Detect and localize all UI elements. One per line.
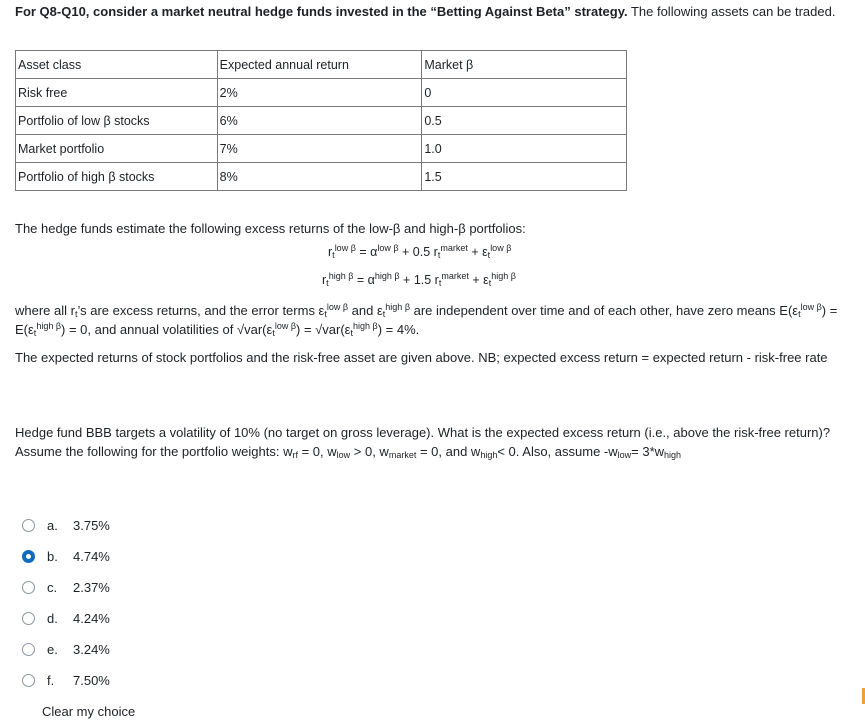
table-cell: 0 (422, 79, 627, 107)
table-cell: Risk free (16, 79, 218, 107)
option-letter: e. (47, 642, 58, 657)
table-cell: 6% (217, 107, 422, 135)
table-row (16, 107, 627, 135)
option-value[interactable]: 4.24% (73, 611, 110, 626)
table-cell: 1.0 (422, 135, 627, 163)
table-cell: 7% (217, 135, 422, 163)
option-b[interactable] (22, 541, 110, 572)
estimate-text: The hedge funds estimate the following excess returns of the low-β and high-β portfolios: (15, 221, 526, 236)
where-text: where all $r_t’s$ are excess returns, and the error terms $\varepsilon_t^{low \beta}$ and $\varepsilon_t^{high \beta}$ are independent over time and of each other, have zero means $E(\varepsilon_t^{low \beta}) = E(\varepsilon_t^{high \beta}) = 0$, and annual volatilities of $√var(\varepsilon_t^{low \beta}) = √var(\varepsilon_t^{high \beta}) = 4\%$. (15, 302, 838, 338)
table-cell: Portfolio of low β stocks (16, 107, 218, 135)
radio-button[interactable] (22, 674, 35, 687)
table-header: Market β (422, 51, 627, 79)
equation-high-beta: $r_t^{high \beta} = \alpha^{high \beta} + 1.5$ $r_t^{market} + \varepsilon_t^{high \beta}$ (322, 271, 516, 288)
option-a[interactable] (22, 510, 110, 541)
table-cell: 1.5 (422, 163, 627, 191)
option-d[interactable] (22, 603, 110, 634)
assets-table (15, 50, 627, 191)
radio-button[interactable] (22, 612, 35, 625)
option-value[interactable]: 4.74% (73, 549, 110, 564)
option-c[interactable] (22, 572, 110, 603)
radio-button[interactable] (22, 643, 35, 656)
table-cell: Market portfolio (16, 135, 218, 163)
radio-button-selected[interactable] (22, 550, 35, 563)
intro-rest: The following assets can be traded. (627, 4, 836, 19)
option-value[interactable]: 2.37% (73, 580, 110, 595)
table-cell: 0.5 (422, 107, 627, 135)
option-letter: d. (47, 611, 58, 626)
question-intro (15, 2, 855, 21)
option-e[interactable] (22, 634, 110, 665)
clear-choice-link[interactable]: Clear my choice (42, 704, 136, 719)
answer-options (22, 510, 110, 696)
table-row (16, 135, 627, 163)
question-text: Hedge fund BBB targets a volatility of 10% (no target on gross leverage). What is the expected excess return (i.e., above the risk-free return)? Assume the following for the portfolio weights: $w_{rf} = 0$, $w_{low} > 0$, $w_{market} = 0$, and $w_{high}< 0$. Also, assume $-w_{low}= 3*w_{high}$ (15, 425, 831, 460)
table-row (16, 79, 627, 107)
intro-bold: For Q8-Q10, consider a market neutral hedge funds invested in the “Betting Against Beta” strategy. (15, 4, 628, 19)
table-cell: 2% (217, 79, 422, 107)
option-letter: f. (47, 673, 55, 688)
table-cell: 8% (217, 163, 422, 191)
radio-button[interactable] (22, 519, 35, 532)
radio-button[interactable] (22, 581, 35, 594)
option-letter: a. (47, 518, 58, 533)
option-value[interactable]: 3.75% (73, 518, 110, 533)
option-letter: c. (47, 580, 58, 595)
table-header: Expected annual return (217, 51, 422, 79)
table-row (16, 163, 627, 191)
option-f[interactable] (22, 665, 110, 696)
table-header: Asset class (16, 51, 218, 79)
table-cell: Portfolio of high β stocks (16, 163, 218, 191)
table-header-row (16, 51, 627, 79)
option-value[interactable]: 7.50% (73, 673, 110, 688)
equation-low-beta: $r_t^{low \beta} = \alpha^{low \beta} + 0.5$ $r_t^{market} + \varepsilon_t^{low \beta}$ (328, 243, 512, 260)
option-value[interactable]: 3.24% (73, 642, 110, 657)
expected-returns-text: The expected returns of stock portfolios and the risk-free asset are given above. NB; expected excess return = expected return - risk-free rate (15, 350, 828, 365)
option-letter: b. (47, 549, 58, 564)
